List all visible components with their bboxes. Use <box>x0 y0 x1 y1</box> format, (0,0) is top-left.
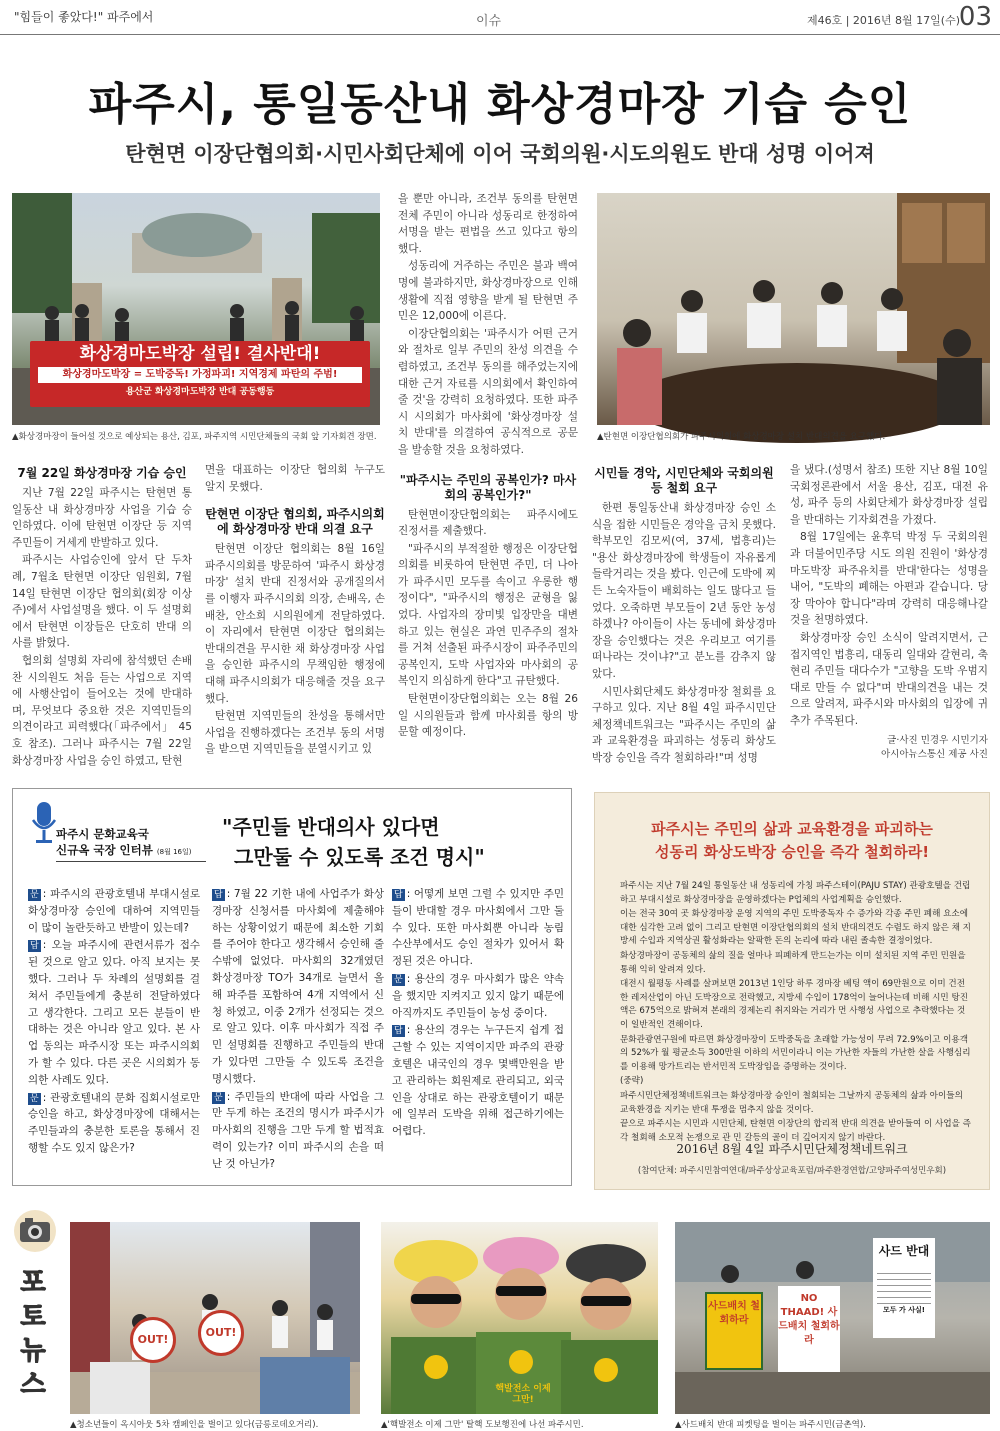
issue-date: 제46호 | 2016년 8월 17일(수) <box>806 14 960 27</box>
meeting-scene <box>597 193 990 425</box>
subheading-3: "파주시는 주민의 공복인가? 마사회의 공복인가?" <box>399 472 577 502</box>
subheading-1: 7월 22일 화상경마장 기습 승인 <box>17 466 187 480</box>
paragraph: 협의회 설명회 자리에 참석했던 손배찬 시의원도 처음 듣는 사업으로 지역에 사행산업이 들어오는 것에 반대하며, 무엇보다 중요한 것은 지역민들의 의견이라고 피력했다(「파주에서」 45호 참조). 그러나 파주시는 7월 22일 화상경마장 사업을 승인 하였고, 탄현 <box>12 654 192 767</box>
oxy-campaign-photo <box>70 1222 360 1414</box>
meeting-photo <box>597 193 990 425</box>
press-conference-photo <box>12 193 380 425</box>
interview-dept: 파주시 문화교육국 <box>56 827 149 841</box>
answer: 답 : 오늘 파주시에 관련서류가 접수된 것으로 알고 있다. 아직 보지는 못했다. 그러나 두 차례의 설명회를 걸쳐서 주민들에게 충분히 전달하였다고 생각한다. 그리고 모든 분들이 반대하는 것은 아니라 알고 있다. 본 사업 동의는 파주시장 또는 파주시의회가 할 수 있다. 다른 곳은 시의회가 동의한 사례도 있다. <box>28 939 200 1086</box>
subheading-2: 탄현면 이장단 협의회, 파주시의회에 화상경마장 반대 의결 요구 <box>205 507 385 537</box>
interview-col-1 <box>28 886 200 1176</box>
interview-title-line1: "주민들 반대의사 있다면 <box>222 815 440 839</box>
left-photo-caption: ▲화상경마장이 들어설 것으로 예상되는 용산, 김포, 파주지역 시민단체들의 국회 앞 기자회견 장면. <box>12 432 377 442</box>
masthead-rule <box>0 34 1000 35</box>
statement-title-line2: 성동리 화상도박장 승인을 즉각 철회하라! <box>654 843 930 861</box>
interview-title-line2: 그만둘 수 있도록 조건 명시" <box>234 845 485 869</box>
interview-col-2 <box>212 886 384 1176</box>
article-credit <box>790 734 988 762</box>
protest-banner-line2: 화상경마도박장 = 도박중독! 가정파괴! 지역경제 파탄의 주범! <box>38 367 362 383</box>
right-photo-caption: ▲탄현면 이장단협의회가 파주시의회에 화상경마장 설치 반대의견을 요구했다. <box>597 432 886 442</box>
statement-paragraph: 파주시는 지난 7월 24일 통일동산 내 성동리에 가칭 파주스테이(PAJU STAY) 관광호텔을 건립하고 부대시설로 화상경마장을 운영하겠다는 P업체의 사업계획을 승인했다. <box>620 881 971 905</box>
thaad-sign-3-footer: 모두 가 사실! <box>883 1306 925 1314</box>
statement-paragraph: 대전시 월평동 사례를 살펴보면 2013년 1인당 하루 경마장 베팅 액이 69만원으로 이미 건전한 레저산업이 아닌 도박장으로 전락했고, 지방세 수입이 178억이 늘어나는데 비해 시민 탕진액은 675억으로 밝혀져 본래의 경제논리 취지와는 거리가 먼 사행성 사업으로 추락했다는 것이 일반적인 견해이다. <box>620 979 969 1030</box>
photo-news-title: 포토뉴스 <box>20 1268 46 1400</box>
paragraph: 탄현면 이장단 협의회는 8월 16일 파주시의회를 방문하여 '파주시 화상경마장' 설치 반대 진정서와 공개질의서를 이행자 파주시의회 의장, 손배옥, 손배찬, 안소희 시의원에게 전달하였다. 이 자리에서 탄현면 이장단 협의회는 반대의견을 무시한 채 화상경마장 사업을 승인한 파주시의 무책임한 행정에 대해 파주시의회가 대응해줄 것을 요구했다. <box>205 543 385 705</box>
photo-news-label <box>12 1204 62 1414</box>
question: 문 : 주민들의 반대에 따라 사업을 그만 두게 하는 조건의 명시가 파주시가 마사회의 진행을 그만 두게 할 법적효력이 있는가? 이미 파주시의 손을 떠난 것 아닌가? <box>212 1090 384 1170</box>
article-col-4 <box>592 462 776 762</box>
credit-photo: 아시아뉴스통신 제공 사진 <box>881 749 988 760</box>
headline: 파주시, 통일동산내 화상경마장 기습 승인 <box>88 79 912 130</box>
paragraph: 탄현면이장단협의회는 오는 8월 26일 시의원들과 함께 마사회를 항의 방문할 예정이다. <box>398 693 578 739</box>
interview-name: 신규옥 국장 인터뷰 (8월 16일) <box>56 843 192 857</box>
statement-paragraph: 문화관광연구원에 따르면 화상경마장이 도박중독을 초래할 가능성이 무려 72.9%이고 이용객의 52%가 월 평균소득 300만원 이하의 서민이라니 이는 가난한 자들의 가난한 살을 사행심리를 이용해 망가트리는 반서민적 도박장임을 증명하는 것이다. <box>620 1034 971 1072</box>
question: 문 : 관광호텔내의 문화 집회시설로만 승인을 하고, 화상경마장에 대해서는 주민들과의 충분한 토론을 통해서 진행할 수도 있지 않은가? <box>28 1091 200 1154</box>
statement-paragraph: 끝으로 파주시는 시민과 시민단체, 탄현면 이장단의 합리적 반대 의견을 받아들여 이 사업을 즉각 철회해 소모적 논쟁으로 관 민 갈등의 골이 더 깊어지지 않기 바란다. <box>620 1119 971 1143</box>
article-col-1 <box>12 462 192 767</box>
protest-banner <box>30 341 370 407</box>
photo1-caption: ▲청소년들이 옥시아웃 5차 캠페인을 벌이고 있다(금릉로데오거리). <box>70 1420 319 1430</box>
paragraph: 을 뿐만 아니라, 조건부 동의를 탄현면 전체 주민이 아니라 성동리로 한정하여 서명을 받는 편법을 쓰고 있다고 항의했다. <box>398 193 578 255</box>
statement-paragraph: 화상경마장이 공동체의 삶의 질을 얼마나 피폐하게 만드는가는 이미 설치된 지역 주민 민원을 통해 익히 알려져 있다. <box>620 950 966 975</box>
page-number: 03 <box>958 2 992 32</box>
interview-col-3 <box>392 886 564 1176</box>
interview-subject <box>56 826 206 860</box>
paragraph: 탄현면이장단협의회는 파주시에도 진정서를 제출했다. <box>398 508 578 538</box>
article-col-3 <box>398 191 578 763</box>
answer: 답 : 용산의 경우는 누구든지 쉽게 접근할 수 있는 지역이지만 파주의 관광호텔은 내국인의 경우 몇백만원을 받고 관리하는 회원제로 관리되고, 외국인을 상대로 하는 관광호텔이기 때문에 일부러 도박을 위해 접근하기에는 어렵다. <box>392 1024 564 1138</box>
credit-writer: 글·사진 민경우 시민기자 <box>887 735 988 746</box>
paragraph: 탄현면 지역민들의 찬성을 통해서만 사업을 진행하겠다는 조건부 동의 서명을 받으면 지역민들을 분열시키고 있 <box>205 710 385 756</box>
thaad-sign-3-text <box>877 1268 931 1304</box>
thaad-sign-1: 사드배치 철회하라 <box>705 1292 763 1370</box>
answer: 답 : 어떻게 보면 그럴 수 있지만 주민들이 반대할 경우 마사회에서 그만 둘 수 있다. 또한 마사회뿐 아니라 농림수산부에서도 승인 절차가 있어서 확정된 것은 아니다. <box>392 888 564 968</box>
photo3-caption: ▲사드배치 반대 피켓팅을 벌이는 파주시민(금촌역). <box>675 1420 866 1430</box>
microphone-icon <box>30 800 58 846</box>
protest-banner-line1: 화상경마도박장 설립! 결사반대! <box>79 344 321 364</box>
question: 문 : 용산의 경우 마사회가 많은 약속을 했지만 지켜지고 있지 않기 때문에 아직까지도 주민들이 농성 중이다. <box>392 972 564 1019</box>
paragraph: 파주시는 사업승인에 앞서 단 두차례, 7월초 탄현면 이장단 임원회, 7월 14일 탄현면 이장단 협의회(회장 이상주)에서 사업설명을 했다. 이 두 설명회에서 탄현면 이장들은 단호히 반대 의사를 밝혔다. <box>12 554 192 650</box>
out-sign-1: OUT! <box>130 1317 176 1363</box>
thaad-protest-photo <box>675 1222 990 1414</box>
statement-title <box>594 818 990 864</box>
paragraph: 8월 17일에는 윤후덕 박정 두 국회의원과 더불어민주당 시도 의원 진원이 '화상경마도박장 파주유치를 반대'한다는 성명을 내어, "도박의 폐해는 아편과 같습니다. 당장 막아야 합니다"라며 강력히 대응해나갈 것을 천명하였다. <box>790 531 988 627</box>
masthead-slogan: "힘들이 좋았다!" 파주에서 <box>14 10 154 24</box>
article-col-2 <box>205 462 385 762</box>
statement-signature: 2016년 8월 4일 파주시민단체정책네트워크 <box>676 1142 908 1156</box>
subheadline: 탄현면 이장단협의회·시민사회단체에 이어 국회의원·시도의원도 반대 성명 이어져 <box>125 142 875 166</box>
interview-rule <box>56 861 206 862</box>
statement-paragraph: 이는 전국 30여 곳 화상경마장 운영 지역의 주민 도박중독자 수 증가와 각종 주민 폐해 요소에 대한 심각한 고려 없이 그리고 탄현면 이장단협의회의 설치 반대의견도 수렴도 하지 않은 채 지방세 수입과 지역상권 활성화라는 알팍한 돈의 논리에 따라 내린 졸속한 결정이었다. <box>620 909 971 947</box>
protest-banner-line3: 용산군 화상경마도박장 반대 공동행동 <box>125 387 275 397</box>
paragraph: 화상경마장 승인 소식이 알려지면서, 근접지역인 법흥리, 대동리 일대와 갈현리, 축현리 주민들 대다수가 "고향을 도박 우범지대로 만들 수 없다"며 반대의견을 내는 것으로 알려져, 파주시와 마사회의 입장에 귀추가 주목된다. <box>790 631 988 727</box>
paragraph: 면을 대표하는 이장단 협의회 누구도 알지 못했다. <box>205 464 385 493</box>
thaad-sign-2: NO THAAD! 사드배치 철회하라 <box>778 1286 840 1372</box>
out-sign-2: OUT! <box>198 1310 244 1356</box>
paragraph: "파주시의 부적절한 행정은 이장단협의회를 비롯하여 탄현면 주민, 더 나아가 파주시민 모두를 속이고 우롱한 행정이다", "파주시의 행정은 균형을 잃었다. 사업자의 장미빛 입장만을 대변하고 있는 현실은 과연 민주주의 절차를 거쳐 선출된 파주시장이 파주주민의 공복인지, 도박 사업자와 마사회의 공복인지 의심하게 한다"고 규탄했다. <box>398 542 578 688</box>
statement-paragraph: 파주시민단체정책네트워크는 화상경마장 승인이 철회되는 그날까지 공동체의 삶과 아이들의 교육환경을 지키는 반대 투쟁을 멈추지 않을 것이다. <box>620 1090 963 1115</box>
paragraph: 한편 통일동산내 화상경마장 승인 소식을 접한 시민들은 경악을 금치 못했다. 학부모인 김모씨(여, 37세, 법흥리)는 "용산 화상경마장에 학생들이 자유롭게 들락거리는 것을 봤다. 인근에 도박에 찌든 노숙자들이 배회하는 일도 많다고 들었다. 오죽하면 부모들이 2년 동안 농성하겠나? 아이들이 사는 동네에 화상경마장을 승인했다는 것은 우리보고 여기를 떠나라는 것이냐?"고 분노를 감추지 않았다. <box>592 502 776 680</box>
subheading-4: 시민들 경악, 시민단체와 국회의원 등 철회 요구 <box>594 466 774 495</box>
statement-title-line1: 파주시는 주민의 삶과 교육환경을 파괴하는 <box>651 820 933 838</box>
statement-paragraph: (중략) <box>620 1076 644 1087</box>
section-label: 이슈 <box>476 14 502 29</box>
statement-body <box>620 880 972 1143</box>
photo2-caption: ▲'핵발전소 이제 그만' 탈핵 도보행진에 나선 파주시민. <box>381 1420 584 1430</box>
paragraph: 성동리에 거주하는 주민은 불과 백여명에 불과하지만, 화상경마장으로 인해 생활에 직접 영향을 받게 될 탄현면 주민은 12,000에 이른다. <box>398 260 578 323</box>
statement-participants: (참여단체: 파주시민참여연대/파주상상교육포럼/파주환경연합/고양파주여성민우회) <box>637 1166 947 1176</box>
paragraph: 을 냈다.(성명서 참조) 또한 지난 8월 10일 국회정론관에서 서울 용산, 김포, 대전 유성, 파주 등의 사회단체가 화상경마장 설립을 반대하는 기자회견을 가졌다. <box>790 464 988 526</box>
question: 문 : 파주시의 관광호텔내 부대시설로 화상경마장 승인에 대하여 지역민들이 많이 놀란듯하고 반발이 있는데? <box>28 888 200 934</box>
interview-title <box>222 812 562 872</box>
paragraph: 시민사회단체도 화상경마장 철회를 요구하고 있다. 지난 8월 4일 파주시민단체정책네트워크는 "파주시는 주민의 삶과 교육환경을 파괴하는 성동리 화상도박장 승인을 즉각 철회하라!"며 성명 <box>592 685 776 764</box>
paragraph: 지난 7월 22일 파주시는 탄현면 통일동산 내 화상경마장 사업을 기습 승인하였다. 이에 탄현면 이장단 등 지역주민들이 거세게 반발하고 있다. <box>12 487 192 549</box>
camera-icon <box>12 1204 58 1256</box>
thaad-sign-3 <box>873 1238 935 1338</box>
vest-slogan: 핵발전소 이제 그만! <box>495 1384 551 1405</box>
thaad-sign-3-title: 사드 반대 <box>878 1244 930 1258</box>
paragraph: 이장단협의회는 '파주시가 어떤 근거와 절차로 일부 주민의 찬성 의견을 수렴하였고, 조건부 동의를 해주었는지에 대한 근거 자료를 시의회에서 확인하여 줄 것'을 강력히 요청하였다. 또한 파주시 시의회가 마사회에 '화상경마장 설치 반대'를 의결하여 공식적으로 공문을 발송할 것을 요청하였다. <box>398 327 578 456</box>
article-col-5 <box>790 462 988 732</box>
anti-nuclear-march-photo <box>381 1222 658 1414</box>
answer: 답 : 7월 22 기한 내에 사업주가 화상 경마장 신청서를 마사회에 제출해야 하는 상황이었기 때문에 최소한 기회를 주어야 한다고 생각해서 승인해 줄 수밖에 없었다. 마사회의 32개였던 화상경마장 TO가 34개로 늘면서 올해 파주를 포함하여 4개 지역에서 신청 하였고, 이중 2개가 선정되는 것으로 알고 있다. 이후 마사회가 직접 주민 설명회를 진행하고 주민들의 반대가 있다면 그만둘 수 있도록 조건을 명시했다. <box>212 888 384 1085</box>
